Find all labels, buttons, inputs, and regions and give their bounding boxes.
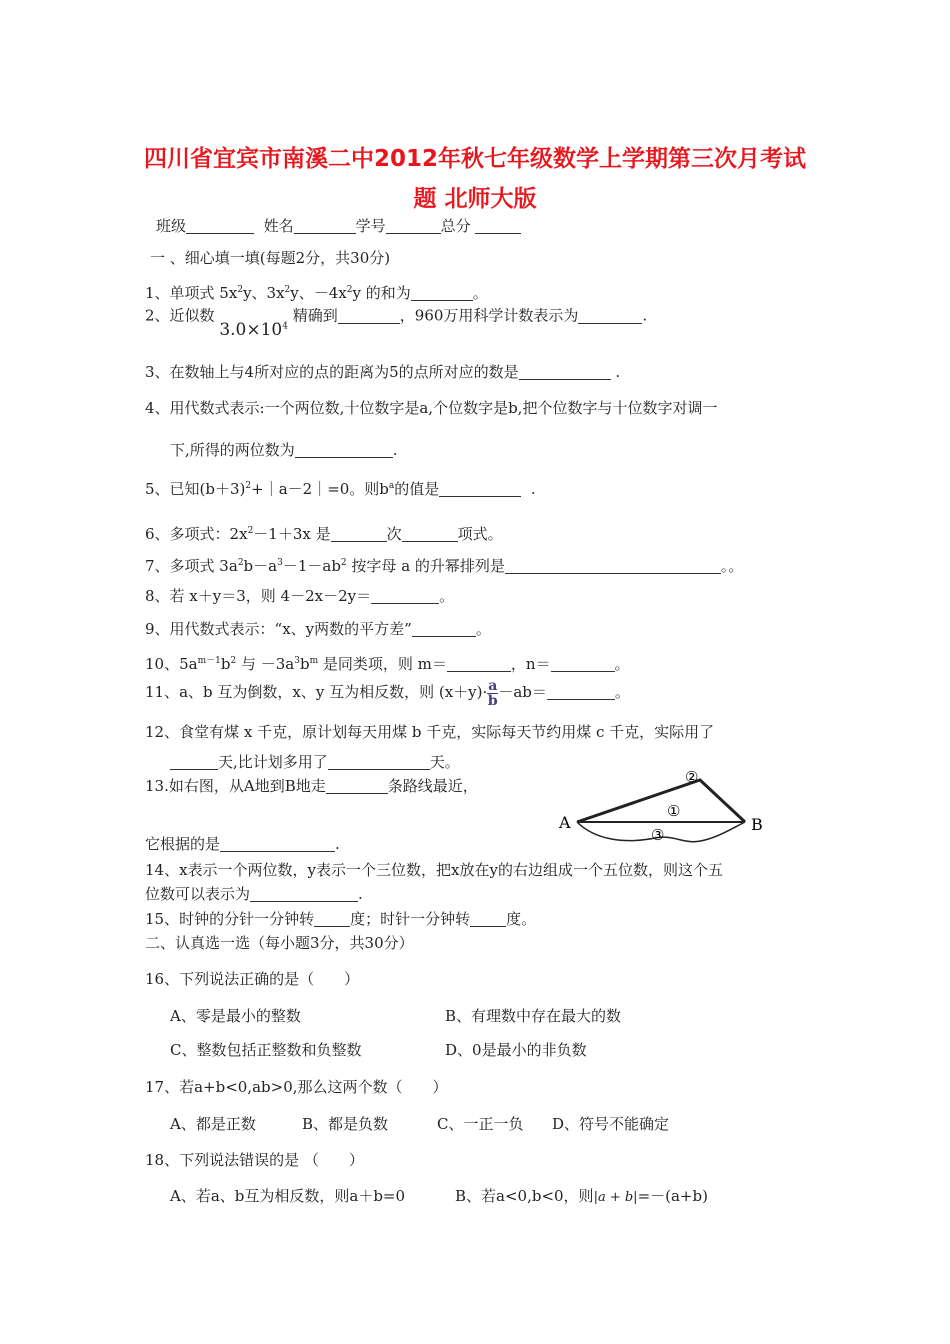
q13-route-blank[interactable] — [326, 779, 388, 794]
q12-more-blank[interactable] — [328, 755, 430, 770]
q6-terms-blank[interactable] — [402, 527, 458, 542]
q4-answer-blank[interactable] — [295, 443, 393, 458]
q6-text-b: －1＋3x 是 — [253, 525, 331, 543]
q15-text-c: 度。 — [506, 910, 537, 928]
q8-text-a: 8、若 x＋y＝3，则 4－2x－2y＝ — [145, 587, 372, 605]
q1-answer-blank[interactable] — [411, 286, 473, 301]
q10-n-blank[interactable] — [551, 657, 615, 672]
q1-text-d: y 的和为 — [352, 284, 411, 302]
q9-answer-blank[interactable] — [412, 622, 476, 637]
q1-text-b: y、3x — [243, 284, 285, 302]
q5-text-d: . — [530, 480, 536, 498]
q9-text-b: 。 — [475, 620, 491, 638]
q10-text-c: 与 －3a — [236, 655, 295, 673]
q14-text-b: . — [358, 885, 363, 903]
score-blank[interactable] — [475, 219, 521, 234]
score-label: 总分 — [440, 217, 471, 235]
question-1: 1、单项式 $5x^2y$、$3x^2y$、$-4x^2y$ 的和为 。 — [145, 284, 488, 302]
q16-option-b[interactable]: B、有理数中存在最大的数 — [445, 1007, 622, 1025]
q10-text-b: b — [220, 655, 231, 673]
question-6: 6、多项式：$2x^2-1+3x$ 是 次 项式。 — [145, 525, 503, 543]
route-2-label: ② — [685, 768, 699, 786]
class-blank[interactable] — [186, 219, 254, 234]
q5-answer-blank[interactable] — [439, 482, 521, 497]
q16-option-c[interactable]: C、整数包括正整数和负整数 — [170, 1041, 362, 1059]
q2-precision-blank[interactable] — [338, 309, 400, 324]
q11-text-b: －ab＝ — [498, 683, 547, 701]
point-b-label: B — [751, 815, 763, 834]
q11-fraction — [487, 679, 498, 708]
student-info-row — [156, 216, 521, 236]
q6-text-d: 项式。 — [457, 525, 503, 543]
q16-option-d[interactable]: D、0是最小的非负数 — [445, 1041, 587, 1059]
q16-option-a[interactable]: A、零是最小的整数 — [170, 1007, 301, 1025]
q12-text-a: 天,比计划多用了 — [218, 753, 328, 771]
q4-text-a: 下,所得的两位数为 — [170, 441, 295, 459]
q2-text-c: ，960万用科学计数表示为 — [399, 306, 579, 325]
q10-exp2: m — [309, 656, 319, 666]
q10-text-a: 10、5a — [145, 655, 198, 673]
q1-text-c: y、－4x — [290, 284, 347, 302]
q17-option-b[interactable]: B、都是负数 — [302, 1115, 389, 1133]
exam-title-line1: 四川省宜宾市南溪二中2012年秋七年级数学上学期第三次月考试 — [143, 146, 806, 172]
question-16-stem: 16、下列说法正确的是（ ） — [145, 970, 360, 988]
name-blank[interactable] — [294, 219, 356, 234]
q6-text-c: 次 — [386, 525, 402, 543]
q8-answer-blank[interactable] — [371, 589, 439, 604]
q12-text-b: 天。 — [429, 753, 460, 771]
question-13-line2 — [145, 834, 340, 854]
q15-hour-blank[interactable] — [470, 912, 506, 927]
q15-text-b: 度；时针一分钟转 — [350, 910, 471, 928]
q18-b-text-b: =－(a+b) — [637, 1187, 708, 1205]
q1-text-e: 。 — [472, 284, 488, 302]
route-diagram — [555, 762, 775, 852]
question-4-line2 — [170, 440, 398, 460]
q13-text-a: 13.如右图，从A地到B地走 — [145, 777, 326, 795]
q11-text-c: 。 — [614, 683, 630, 701]
point-a-label: A — [559, 813, 571, 832]
q11-answer-blank[interactable] — [547, 685, 615, 700]
q2-text-a: 2、近似数 — [145, 306, 215, 325]
q10-text-g: 。 — [614, 655, 630, 673]
q13-text-b: 条路线最近， — [387, 777, 478, 795]
q17-option-c[interactable]: C、一正一负 — [437, 1115, 524, 1133]
number-blank[interactable] — [386, 219, 441, 234]
q2-sci-blank[interactable] — [578, 309, 642, 324]
q2-text-d: . — [642, 306, 648, 325]
q7-answer-blank[interactable] — [505, 559, 721, 574]
class-label: 班级 — [156, 217, 187, 235]
q2-exp: 4 — [282, 321, 288, 331]
q1-text-a: 1、单项式 5x — [145, 284, 238, 302]
q6-degree-blank[interactable] — [331, 527, 387, 542]
q17-option-d[interactable]: D、符号不能确定 — [552, 1115, 670, 1133]
q13-reason-blank[interactable] — [220, 837, 335, 852]
q13-text-d: . — [335, 835, 340, 853]
q11-numerator: a — [488, 677, 498, 694]
q10-exp1: m－1 — [197, 656, 221, 666]
number-label: 学号 — [355, 217, 386, 235]
q18-abs-expression: |a + b| — [593, 1190, 638, 1205]
question-8 — [145, 586, 454, 606]
question-17-stem: 17、若a+b<0,ab>0,那么这两个数（ ） — [145, 1078, 448, 1096]
question-12-line2 — [170, 752, 460, 772]
q11-denominator: b — [487, 692, 498, 709]
q2-num: 3.0×10 — [219, 319, 283, 340]
q15-minute-blank[interactable] — [314, 912, 350, 927]
q17-option-a[interactable]: A、都是正数 — [170, 1115, 256, 1133]
q15-text-a: 15、时钟的分针一分钟转 — [145, 910, 315, 928]
q11-text-a: 11、a、b 互为倒数，x、y 互为相反数，则 (x＋y)· — [145, 683, 488, 701]
q10-text-e: 是同类项，则 m＝ — [318, 655, 447, 673]
question-14-line1: 14、x表示一个两位数，y表示一个三位数，把x放在y的右边组成一个五位数，则这个五 — [145, 861, 723, 879]
route-3-label: ③ — [651, 826, 665, 844]
question-15 — [145, 909, 536, 929]
question-11 — [145, 678, 630, 708]
exam-title-line2: 题 北师大版 — [413, 186, 537, 212]
q7-text-a: 7、多项式 3a — [145, 557, 238, 575]
question-18-stem: 18、下列说法错误的是 （ ） — [145, 1151, 364, 1169]
q6-text-a: 6、多项式：2x — [145, 525, 248, 543]
question-13-line1 — [145, 776, 478, 796]
question-7: 7、多项式 $3a^2b-a^3-1-ab^2$ 按字母 a 的升幂排列是 。。 — [145, 557, 744, 575]
question-10: 10、$5a^{m-1}b^2$ 与 $-3a^3b^m$ 是同类项，则 m＝ ，n＝ 。 — [145, 655, 630, 673]
q10-text-f: ，n＝ — [510, 655, 551, 673]
q4-text-b: . — [392, 441, 398, 459]
question-9 — [145, 619, 491, 639]
q3-answer-blank[interactable] — [519, 365, 611, 380]
question-12-line1: 12、食堂有煤 x 千克，原计划每天用煤 b 千克，实际每天节约用煤 c 千克，实际用了 — [145, 723, 715, 741]
q13-text-c: 它根据的是 — [145, 835, 221, 853]
q18-b-text-a: B、若a<0,b<0，则 — [455, 1187, 594, 1205]
q7-text-e: 。。 — [720, 557, 744, 575]
q3-text-a: 3、在数轴上与4所对应的点的距离为5的点所对应的数是 — [145, 363, 519, 381]
q5-text-b: +｜a－2｜=0。则b — [251, 480, 389, 498]
q14-text-a: 位数可以表示为 — [145, 885, 251, 903]
q18-option-a[interactable]: A、若a、b互为相反数，则a＋b=0 — [170, 1187, 406, 1205]
q5-exponent: a — [388, 481, 395, 491]
q5-text-c: 的值是 — [394, 480, 440, 498]
q5-text-a: 5、已知(b＋3) — [145, 480, 246, 498]
question-5 — [145, 476, 536, 499]
q5-square: 2 — [245, 481, 252, 491]
q8-text-b: 。 — [439, 587, 455, 605]
section1-heading: 一 、细心填一填(每题2分，共30分) — [150, 249, 391, 267]
name-label: 姓名 — [263, 217, 294, 235]
q7-text-b: b－a — [243, 557, 278, 575]
q3-text-b: . — [615, 363, 621, 381]
question-4-line1: 4、用代数式表示:一个两位数,十位数字是a,个位数字是b,把个位数字与十位数字对调一 — [145, 399, 718, 417]
q7-text-c: －1－ab — [282, 557, 341, 575]
q12-days-blank[interactable] — [170, 755, 218, 770]
question-14-line2 — [145, 884, 363, 904]
route-2-path — [577, 780, 745, 822]
q9-text-a: 9、用代数式表示：“x、y两数的平方差” — [145, 620, 412, 638]
section2-heading: 二、认真选一选（每小题3分，共30分） — [145, 934, 414, 952]
q18-option-b[interactable] — [455, 1186, 708, 1208]
q10-text-d: b — [299, 655, 310, 673]
q2-text-b: 精确到 — [292, 306, 338, 325]
route-1-label: ① — [667, 802, 681, 820]
q2-approx-number — [219, 320, 288, 340]
question-3 — [145, 362, 620, 382]
q14-answer-blank[interactable] — [250, 887, 358, 902]
q10-m-blank[interactable] — [447, 657, 511, 672]
q7-text-d: 按字母 a 的升幂排列是 — [346, 557, 505, 575]
